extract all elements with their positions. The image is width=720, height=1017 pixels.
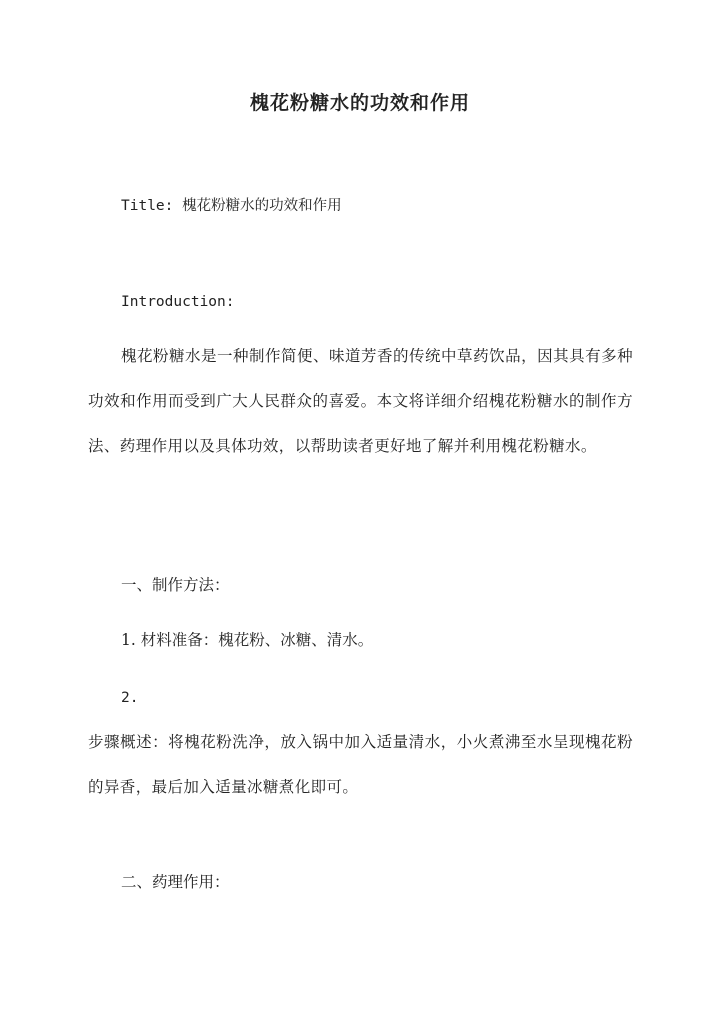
document-title: 槐花粉糖水的功效和作用: [249, 92, 470, 114]
step2-number: 2.: [121, 690, 139, 706]
step1-text: 1. 材料准备：槐花粉、冰糖、清水。: [121, 631, 374, 649]
title-line: [121, 184, 666, 229]
step2-text: 步骤概述：将槐花粉洗净，放入锅中加入适量清水，小火煮沸至水呈现槐花粉的异香，最后加入适量冰糖煮化即可。: [88, 733, 633, 796]
intro-paragraph: 槐花粉糖水是一种制作简便、味道芳香的传统中草药饮品，因其具有多种功效和作用而受到广大人民群众的喜爱。本文将详细介绍槐花粉糖水的制作方法、药理作用以及具体功效，以帮助读者更好地了解并利用槐花粉糖水。: [88, 347, 633, 455]
section1-heading: 一、制作方法：: [121, 576, 230, 594]
intro-heading: Introduction:: [121, 294, 235, 310]
title-line-text: Title: 槐花粉糖水的功效和作用: [121, 198, 342, 214]
section2-heading: 二、药理作用：: [121, 873, 230, 891]
